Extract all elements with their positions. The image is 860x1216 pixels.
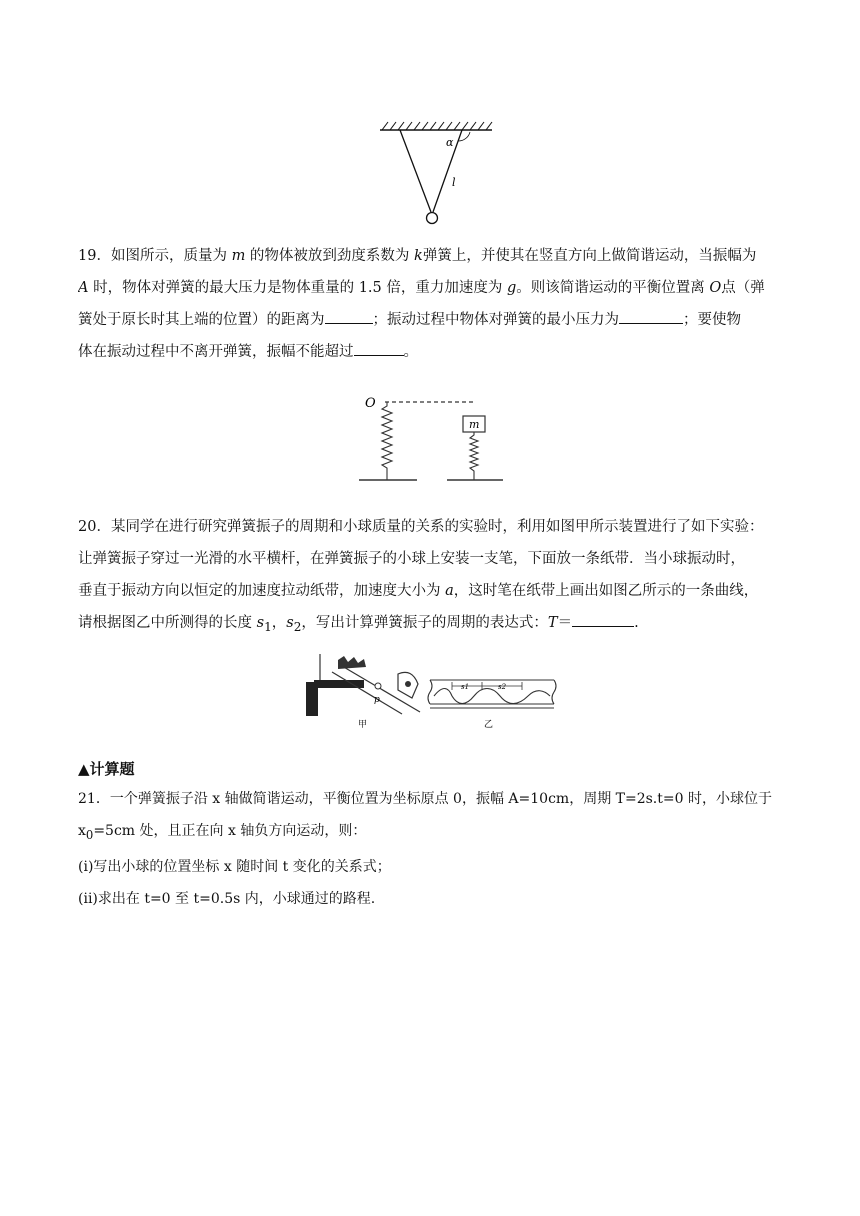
label-O: O <box>365 396 376 411</box>
section-heading: ▲计算题 <box>78 760 135 778</box>
length-label: l <box>452 176 456 189</box>
answer-blank-3[interactable] <box>354 341 404 356</box>
spring-figure <box>355 392 505 490</box>
answer-blank-2[interactable] <box>619 309 683 324</box>
apparatus-figure <box>302 652 562 732</box>
question-21: 21．一个弹簧振子沿 x 轴做简谐运动，平衡位置为坐标原点 0，振幅 A=10cm，周期 T=2s.t=0 时，小球位于 $x_0=5cm$ 处，且正在向 x 轴负方向运动，则： (i)写出小球的位置坐标 x 随时间 t 变化的关系式； (ii)求出在 t=0 至 t=0.5s 内，小球通过的路程. <box>78 791 772 907</box>
question-19: 19．如图所示，质量为 m 的物体被放到劲度系数为 k弹簧上，并使其在竖直方向上做简谐运动，当振幅为 A 时，物体对弹簧的最大压力是物体重量的 1.5 倍，重力加速度为 g。则该简谐运动的平衡位置离 O点（弹 簧处于原长时其上端的位置）的距离为 ；振动过程中物体对弹簧的最小压力为 ；要使物 体在振动过程中不离开弹簧，振幅不能超过 。 <box>78 248 765 360</box>
label-m: m <box>469 418 480 431</box>
answer-blank-4[interactable] <box>572 612 634 627</box>
pendulum-figure <box>376 120 496 230</box>
q19-number: 19． <box>78 248 111 264</box>
question-20: 20．某同学在进行研究弹簧振子的周期和小球质量的关系的实验时，利用如图甲所示装置进行了如下实验： 让弹簧振子穿过一光滑的水平横杆，在弹簧振子的小球上安装一支笔，下面放一条纸带．当小球振动时， 垂直于振动方向以恒定的加速度拉动纸带，加速度大小为 a，这时笔在纸带上画出如图乙所示的一条曲线， 请根据图乙中所测得的长度 $s_1$，$s_2$，写出计算弹簧振子的周期的表达式：T＝ . <box>78 519 764 634</box>
label-s2: s2 <box>498 683 507 691</box>
label-jia: 甲 <box>358 720 368 730</box>
answer-blank-1[interactable] <box>325 309 373 324</box>
label-yi: 乙 <box>484 720 494 730</box>
q20-number: 20． <box>78 519 111 535</box>
angle-label: α <box>446 136 454 149</box>
label-p: p <box>374 695 380 705</box>
label-s1: s1 <box>461 683 470 691</box>
